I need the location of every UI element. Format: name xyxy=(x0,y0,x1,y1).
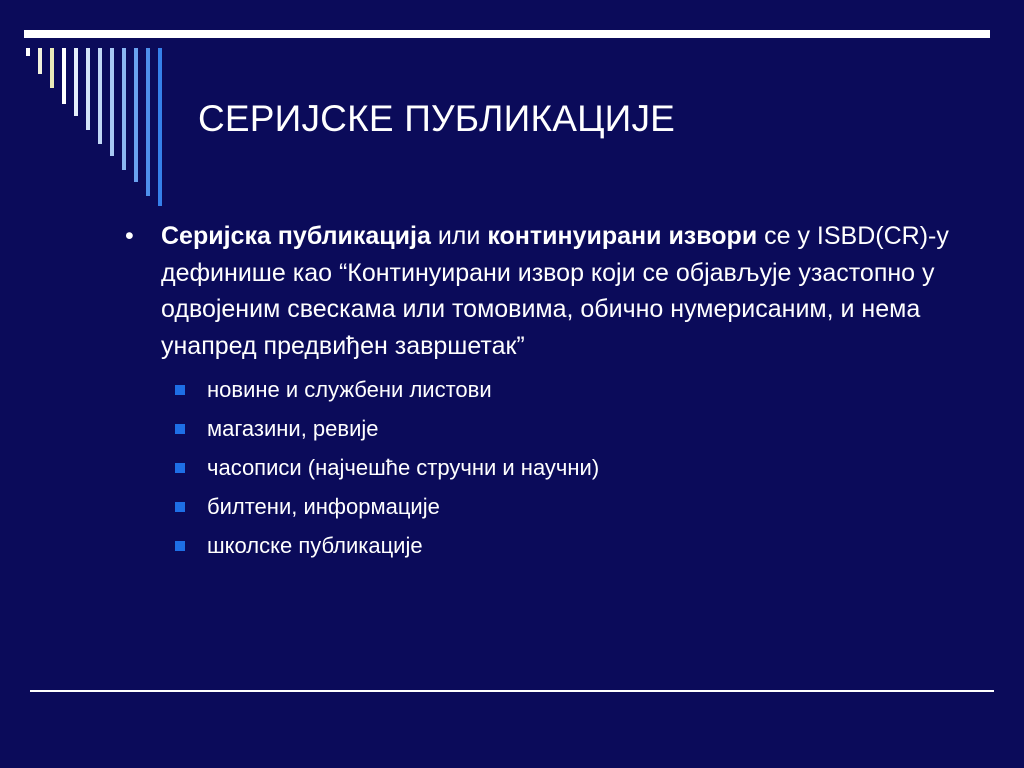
sub-list xyxy=(173,370,965,565)
sub-item-label: часописи (најчешће стручни и научни) xyxy=(207,455,600,480)
decorative-stripe xyxy=(86,48,90,130)
decorative-stripe xyxy=(26,48,30,56)
decorative-stripe xyxy=(122,48,126,170)
main-bullet-text xyxy=(161,218,961,364)
square-bullet-icon xyxy=(175,463,185,473)
slide-title: СЕРИЈСКЕ ПУБЛИКАЦИЈЕ xyxy=(198,98,676,139)
decorative-stripe xyxy=(38,48,42,74)
decorative-stripe xyxy=(146,48,150,196)
bottom-decorative-rule xyxy=(30,690,994,692)
decorative-stripe xyxy=(62,48,66,104)
sub-item-magazines xyxy=(173,409,965,448)
decorative-stripe xyxy=(158,48,162,206)
sub-item-label: билтени, информације xyxy=(207,494,440,519)
square-bullet-icon xyxy=(175,424,185,434)
square-bullet-icon xyxy=(175,541,185,551)
decorative-stripe xyxy=(98,48,102,144)
term-connector: или xyxy=(430,222,488,250)
main-bullet xyxy=(125,218,965,364)
sub-item-newspapers xyxy=(173,370,965,409)
decorative-stripe xyxy=(74,48,78,116)
decorative-stripe xyxy=(110,48,114,156)
term-serial-publication: Серијска публикација xyxy=(161,222,431,250)
slide-content xyxy=(125,218,965,565)
sub-item-journals xyxy=(173,448,965,487)
square-bullet-icon xyxy=(175,502,185,512)
definition-text: се у ISBD(CR)-у дефинише као “Континуирани извор који се објављује узастопно у одвојеним свескама или томовима, обично нумерисаним, и нема унапред предвиђен завршетак” xyxy=(161,222,949,360)
sub-item-label: магазини, ревије xyxy=(207,416,379,441)
sub-item-label: новине и службени листови xyxy=(207,377,492,402)
sub-item-school-publications xyxy=(173,526,965,565)
bullet-dot: • xyxy=(125,222,134,250)
decorative-stripe xyxy=(134,48,138,182)
decorative-stripes xyxy=(0,0,180,220)
sub-item-bulletins xyxy=(173,487,965,526)
square-bullet-icon xyxy=(175,385,185,395)
sub-item-label: школске публикације xyxy=(207,533,423,558)
decorative-stripe xyxy=(50,48,54,88)
term-continuing-resources: континуирани извори xyxy=(487,222,758,250)
